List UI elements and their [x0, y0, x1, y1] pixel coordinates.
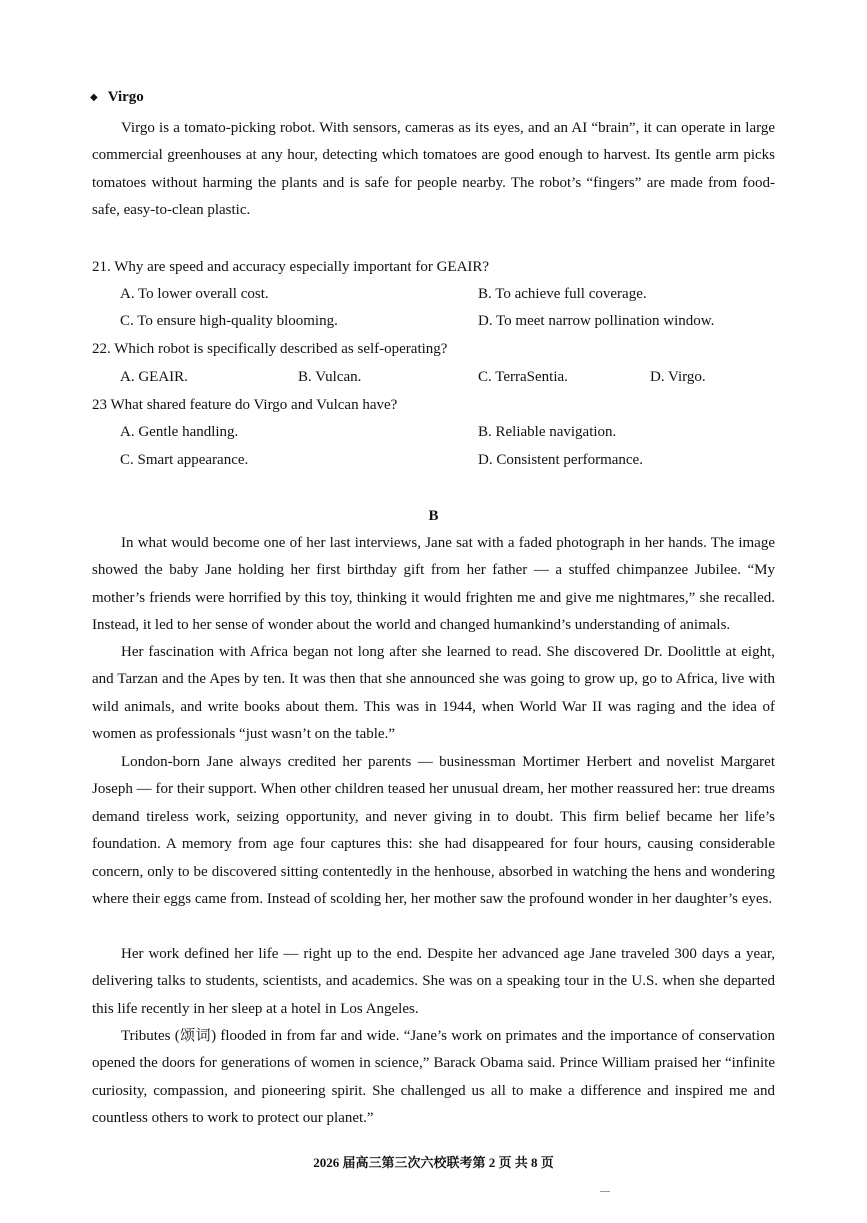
question-23-option-a: A. Gentle handling.	[120, 424, 239, 440]
page-footer: 2026 届高三第三次六校联考第 2 页 共 8 页	[313, 1155, 554, 1170]
question-21-stem: 21. Why are speed and accuracy especially important for GEAIR?	[92, 259, 490, 275]
question-21-option-c: C. To ensure high-quality blooming.	[120, 313, 338, 329]
question-23-option-b: B. Reliable navigation.	[478, 424, 617, 440]
virgo-paragraph: Virgo is a tomato-picking robot. With sensors, cameras as its eyes, and an AI “brain”, it can operate in large commercial greenhouses at any hour, detecting which tomatoes are good enough to harvest. Its gentle arm picks tomatoes without harming the plants and is safe for people nearby. The robot’s “fingers” are made from food-safe, easy-to-clean plastic.	[92, 120, 775, 219]
question-21-option-d: D. To meet narrow pollination window.	[478, 313, 715, 329]
question-23-option-d: D. Consistent performance.	[478, 452, 643, 468]
scan-mark	[600, 1191, 610, 1192]
virgo-heading	[90, 89, 144, 106]
question-22-option-b: B. Vulcan.	[298, 369, 362, 385]
question-22-option-d: D. Virgo.	[650, 369, 706, 385]
question-23-stem: 23 What shared feature do Virgo and Vulcan have?	[92, 397, 398, 413]
question-21-option-a: A. To lower overall cost.	[120, 286, 269, 302]
virgo-heading-text: Virgo	[107, 89, 144, 105]
section-b-title: B	[428, 508, 439, 524]
question-22-option-a: A. GEAIR.	[120, 369, 188, 385]
passage-paragraph-1: In what would become one of her last interviews, Jane sat with a faded photograph in her hands. The image showed the baby Jane holding her first birthday gift from her father — a stuffed chimpanzee Jubilee. “My mother’s friends were horrified by this toy, thinking it would frighten me and give me nightmares,” she recalled. Instead, it led to her sense of wonder about the world and changed humankind’s understanding of animals.	[92, 535, 775, 634]
question-21-option-b: B. To achieve full coverage.	[478, 286, 647, 302]
passage-paragraph-4: Her work defined her life — right up to the end. Despite her advanced age Jane traveled 300 days a year, delivering talks to students, scientists, and academics. She was on a speaking tour in the U.S. when she departed this life recently in her sleep at a hotel in Los Angeles.	[92, 946, 775, 1017]
question-22-stem: 22. Which robot is specifically described as self-operating?	[92, 341, 448, 357]
passage-paragraph-2: Her fascination with Africa began not long after she learned to read. She discovered Dr. Doolittle at eight, and Tarzan and the Apes by ten. It was then that she announced she was going to grow up, go to Africa, live with wild animals, and write books about them. This was in 1944, when World War II was raging and the idea of women as professionals “just wasn’t on the table.”	[92, 644, 775, 743]
question-23-option-c: C. Smart appearance.	[120, 452, 249, 468]
passage-paragraph-3: London-born Jane always credited her parents — businessman Mortimer Herbert and novelist Margaret Joseph — for their support. When other children teased her unusual dream, her mother reassured her: true dreams demand tireless work, seizing opportunity, and never giving in to doubt. This firm belief became her life’s foundation. A memory from age four captures this: she had disappeared for four hours, causing considerable concern, only to be discovered sitting contentedly in the henhouse, absorbed in watching the hens and wondering where their eggs came from. Instead of scolding her, her mother saw the profound wonder in her daughter’s eyes.	[92, 754, 775, 908]
passage-paragraph-5: Tributes (颂词) flooded in from far and wide. “Jane’s work on primates and the importance of conservation opened the doors for generations of women in science,” Barack Obama said. Prince William praised her “infinite curiosity, compassion, and pioneering spirit. She challenged us all to make a difference and inspired me and countless others to work to protect our planet.”	[92, 1028, 775, 1127]
question-22-option-c: C. TerraSentia.	[478, 369, 568, 385]
diamond-bullet-icon: ◆	[90, 92, 98, 103]
